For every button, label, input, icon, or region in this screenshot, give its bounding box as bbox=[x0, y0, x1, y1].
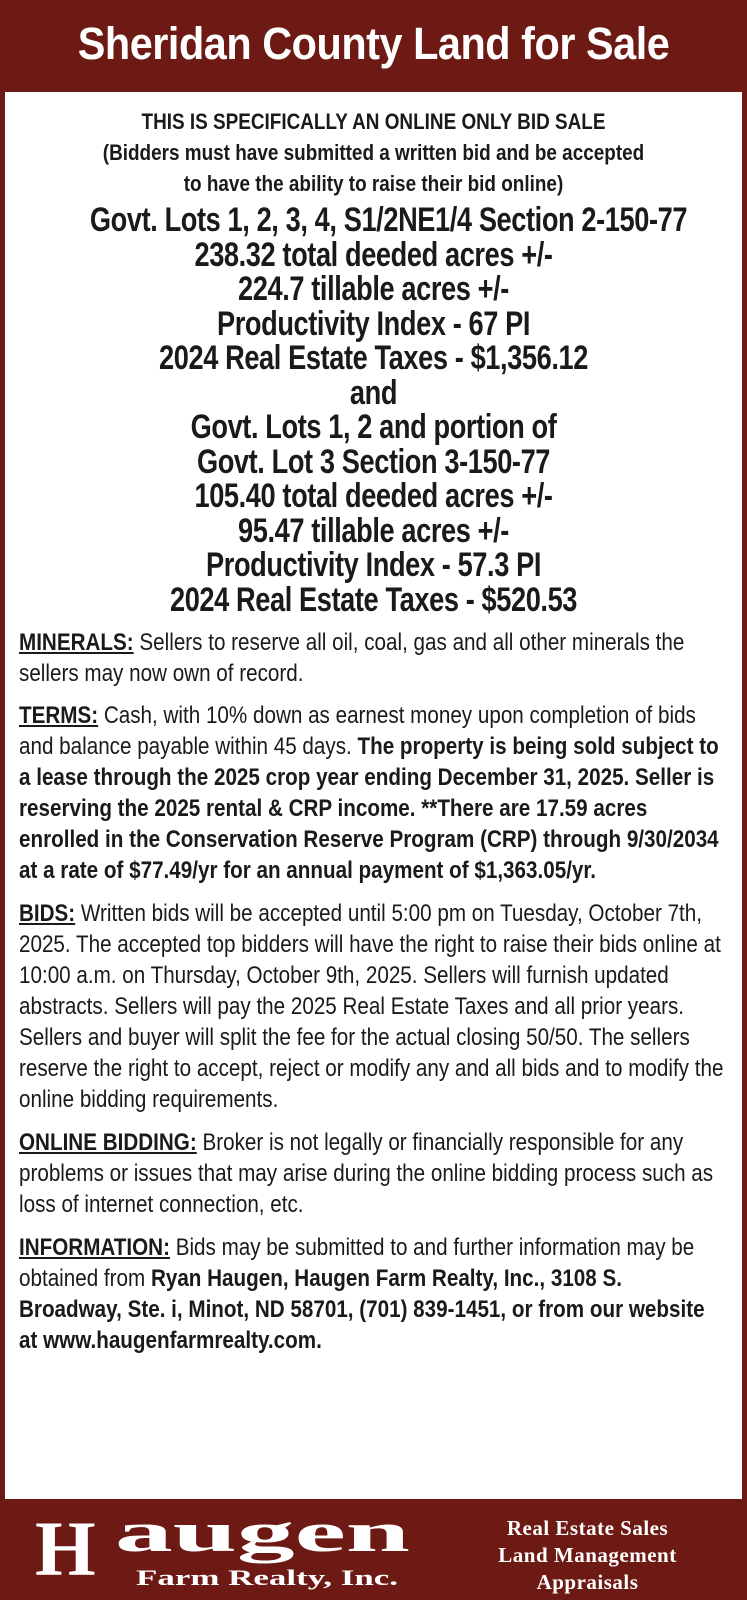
terms-label: TERMS: bbox=[19, 702, 99, 729]
information-section bbox=[19, 1232, 728, 1356]
minerals-text: Sellers to reserve all oil, coal, gas and all other minerals the sellers may now own of record. bbox=[19, 629, 685, 687]
information-text: Bids may be submitted to and further information may be obtained from bbox=[19, 1234, 695, 1292]
information-label: INFORMATION: bbox=[19, 1234, 170, 1261]
parcel-line: 238.32 total deeded acres +/- bbox=[194, 235, 553, 274]
ad-body bbox=[5, 92, 742, 1499]
parcel-line: Govt. Lots 1, 2, 3, 4, S1/2NE1/4 Section 2-150-77 bbox=[89, 201, 688, 239]
parcel-line: 224.7 tillable acres +/- bbox=[238, 270, 509, 308]
page-title: Sheridan County Land for Sale bbox=[77, 18, 670, 69]
logo-initial: H bbox=[35, 1505, 96, 1592]
bids-section bbox=[19, 898, 728, 1115]
service-item: Appraisals bbox=[536, 1570, 639, 1594]
parcel-line: 95.47 tillable acres +/- bbox=[238, 511, 509, 550]
bids-label: BIDS: bbox=[19, 900, 76, 927]
notice-line: (Bidders must have submitted a written bid and be accepted bbox=[102, 140, 645, 165]
parcel-line: 2024 Real Estate Taxes - $1,356.12 bbox=[159, 339, 588, 377]
online-bidding-text: Broker is not legally or financially responsible for any problems or issues that may arise during the online bidding process such as loss of internet connection, etc. bbox=[19, 1129, 714, 1218]
title-bar bbox=[0, 0, 747, 88]
bids-text: Written bids will be accepted until 5:00 pm on Tuesday, October 7th, 2025. The accepted top bidders will have the right to raise their bids online at 10:00 a.m. on Thursday, October 9th, 2025. Sellers will furnish updated abstracts. Sellers will pay the 2025 Real Estate Taxes and all prior years. Sellers and buyer will split the fee for the actual closing 50/50. The sellers reserve the right to accept, reject or modify any and all bids and to modify the online bidding requirements. bbox=[19, 900, 724, 1113]
logo-word: augen bbox=[115, 1505, 410, 1564]
terms-section bbox=[19, 700, 728, 886]
parcel-line: Productivity Index - 57.3 PI bbox=[206, 546, 541, 584]
parcel-line: 2024 Real Estate Taxes - $520.53 bbox=[169, 580, 578, 619]
service-item: Real Estate Sales bbox=[506, 1516, 669, 1540]
online-bidding-label: ONLINE BIDDING: bbox=[19, 1129, 197, 1156]
online-bidding-section bbox=[19, 1127, 728, 1220]
parcel-descriptions bbox=[19, 203, 728, 617]
parcel-line: Govt. Lots 1, 2 and portion of bbox=[190, 408, 557, 446]
parcel-line: and bbox=[349, 373, 398, 412]
notice-line: to have the ability to raise their bid online) bbox=[183, 171, 564, 196]
terms-bold-text: The property is being sold subject to a lease through the 2025 crop year ending December 31, 2025. Seller is reserving the 2025 rental & CRP income. **There are 17.59 acres enrolled in the Conservation Reserve Program (CRP) through 9/30/2034 at a rate of $77.49/yr for an annual payment of $1,363.05/yr. bbox=[19, 733, 719, 884]
minerals-label: MINERALS: bbox=[19, 629, 134, 656]
footer-bar bbox=[0, 1499, 747, 1600]
parcel-line: 105.40 total deeded acres +/- bbox=[194, 477, 553, 515]
notice-line: THIS IS SPECIFICALLY AN ONLINE ONLY BID SALE bbox=[141, 109, 606, 134]
terms-text: Cash, with 10% down as earnest money upon completion of bids and balance payable within 45 days. bbox=[19, 702, 696, 760]
logo-subtitle: Farm Realty, Inc. bbox=[136, 1565, 398, 1590]
online-bid-notice bbox=[19, 106, 728, 199]
parcel-line: Govt. Lot 3 Section 3-150-77 bbox=[196, 442, 551, 481]
services-list bbox=[445, 1515, 730, 1596]
parcel-line: Productivity Index - 67 PI bbox=[216, 304, 531, 343]
contact-details: Ryan Haugen, Haugen Farm Realty, Inc., 3108 S. Broadway, Ste. i, Minot, ND 58701, (701) 839-1451, or from our website at www.haugenfarmrealty.com. bbox=[19, 1265, 705, 1354]
haugen-logo bbox=[35, 1505, 425, 1595]
minerals-section bbox=[19, 627, 728, 689]
service-item: Land Management bbox=[498, 1543, 677, 1567]
